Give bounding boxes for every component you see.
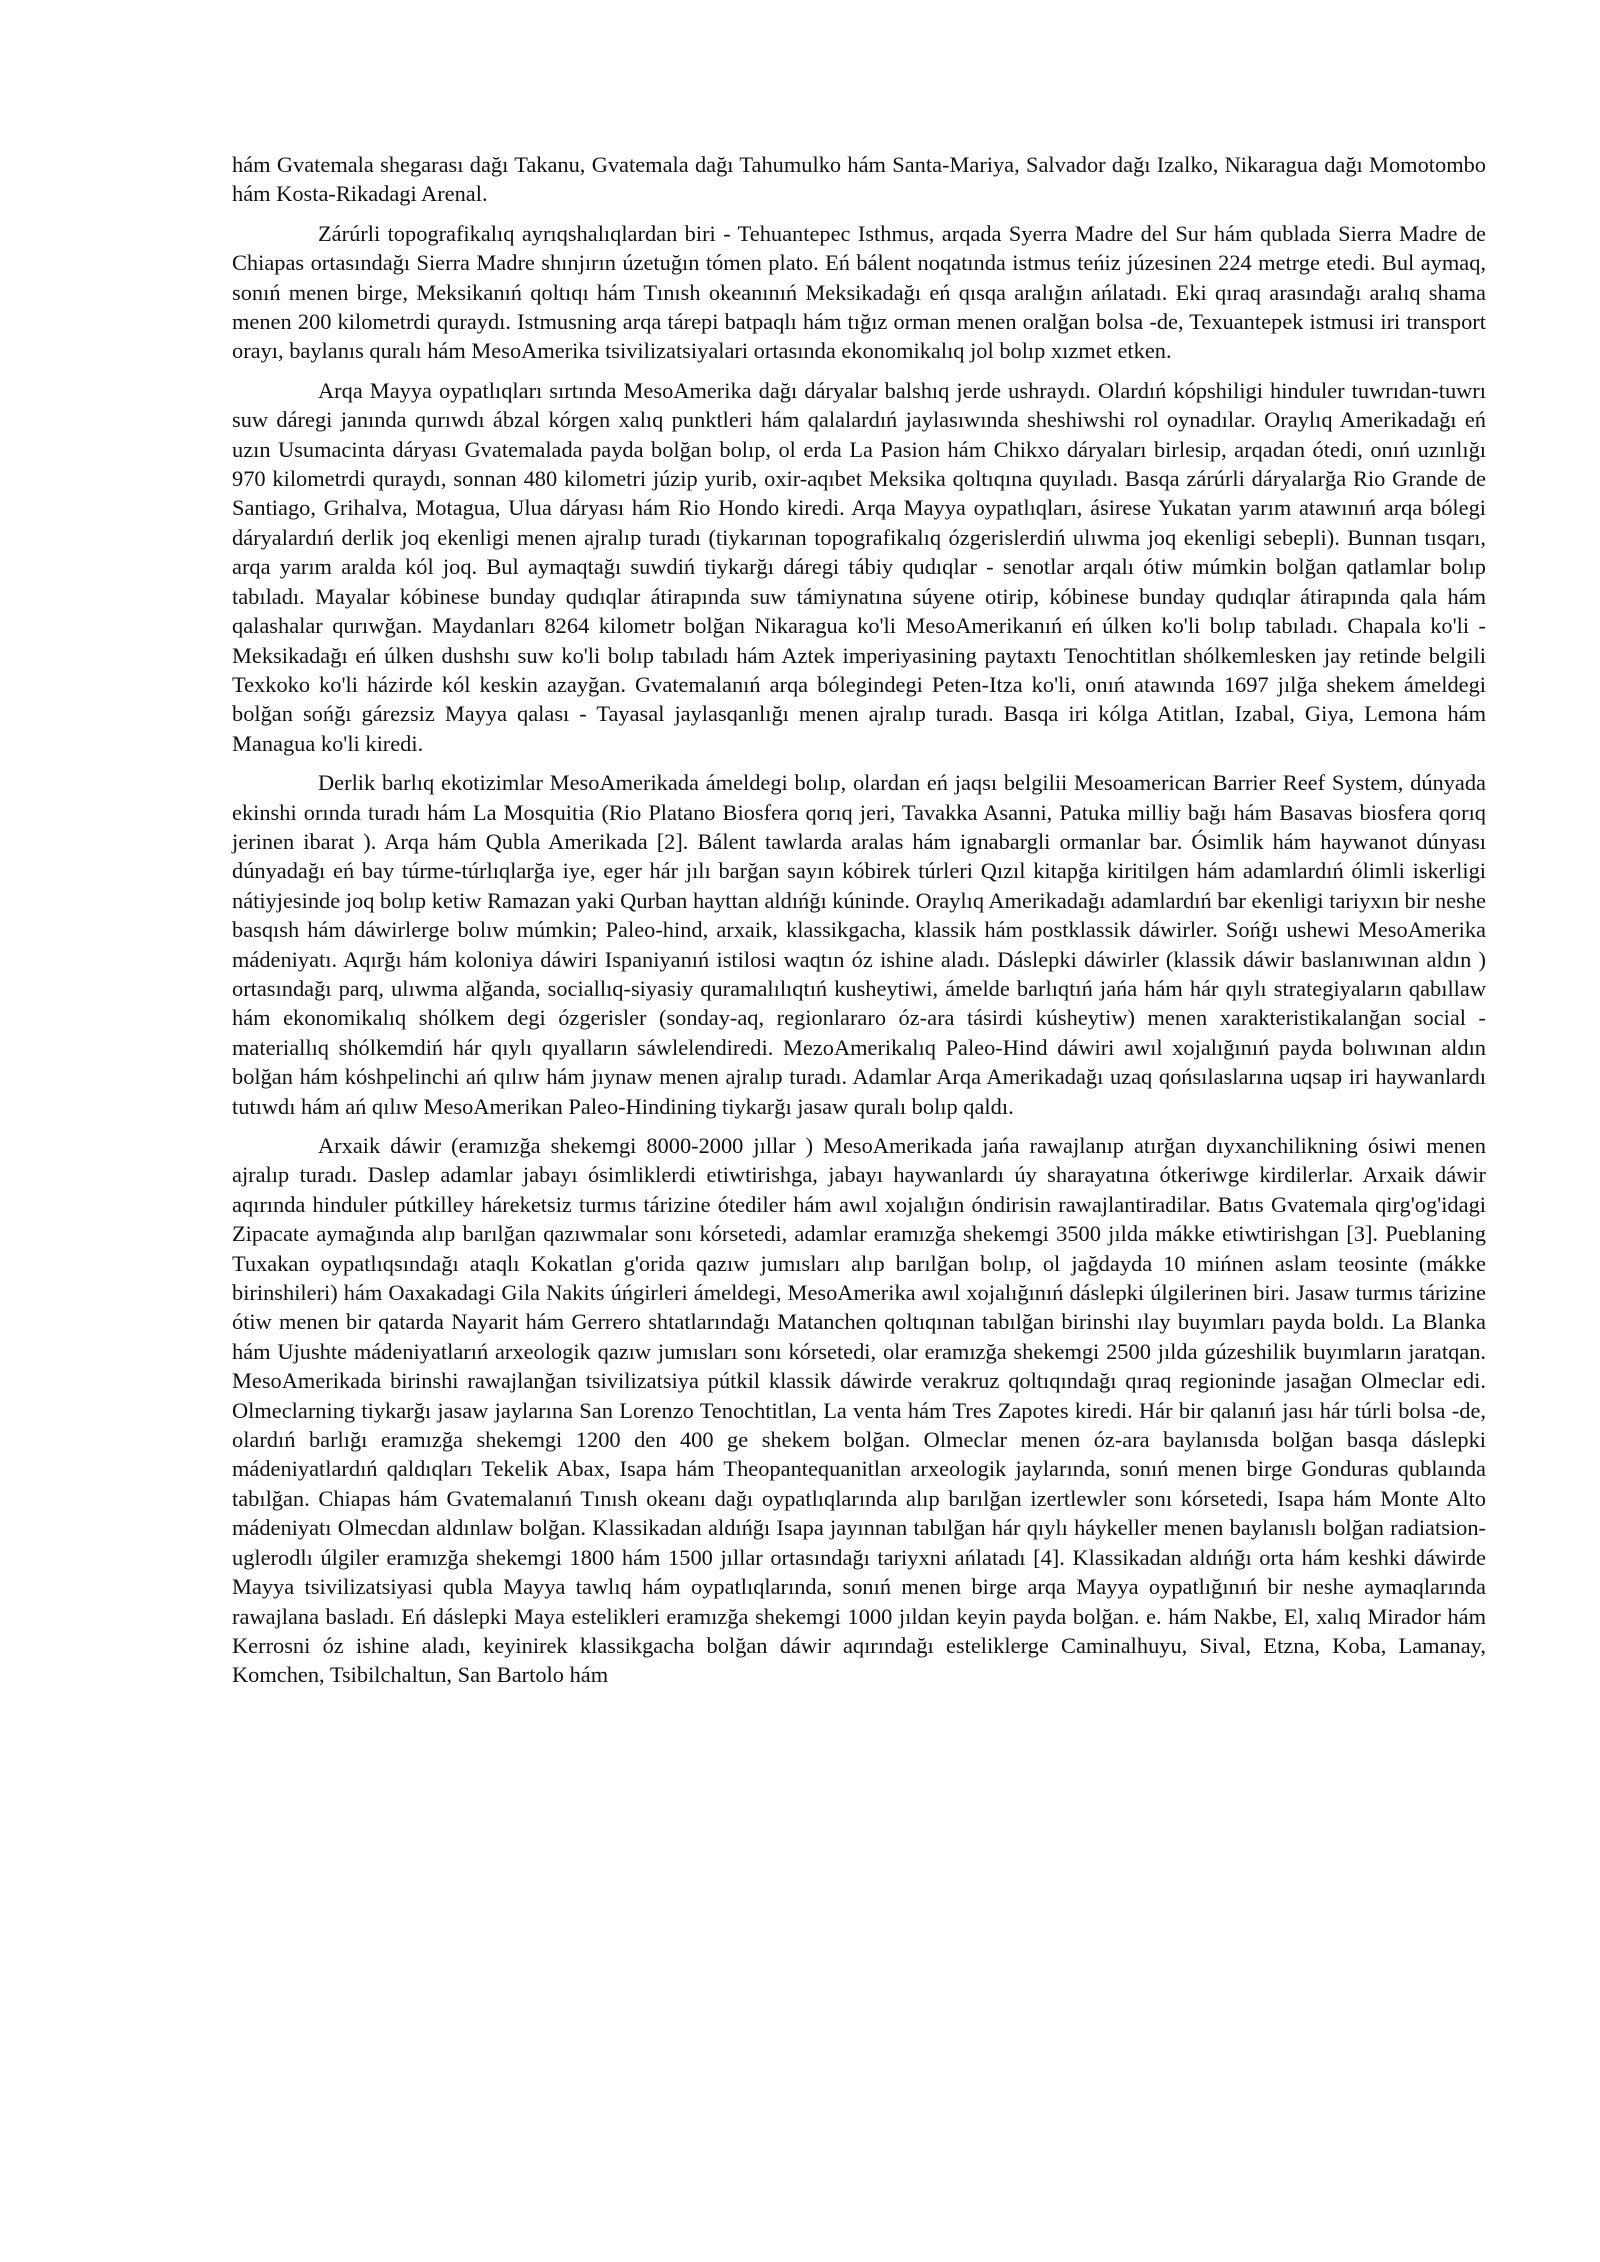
paragraph-5: Arxaik dáwir (eramızğa shekemgi 8000-2000 jıllar ) MesoAmerikada jańa rawajlanıp atırğan dıyxanchilikning ósiwi menen ajralıp turadı. Daslep adamlar jabayı ósimliklerdi etiwtirishga, jabayı haywanlardı úy sharayatına ótkeriwge kirdilerlar. Arxaik dáwir aqırında hinduler pútkilley háreketsiz turmıs tárizine ótediler hám awıl xojalığın óndirisin rawajlantiradilar. Batıs Gvatemala qirg'og'idagi Zipacate aymağında alıp barılğan qazıwmalar sonı kórsetedi, adamlar eramızğa shekemgi 3500 jılda mákke etiwtirishgan [3]. Pueblaning Tuxakan oypatlıqsındağı ataqlı Kokatlan g'orida qazıw jumısları alıp barılğan bolıp, ol jağdayda 10 mińnen aslam teosinte (mákke birinshileri) hám Oaxakadagi Gila Nakits úńgirleri ámeldegi, MesoAmerika awıl xojalığınıń dáslepki úlgilerinen biri. Jasaw turmıs tárizine ótiw menen bir qatarda Nayarit hám Gerrero shtatlarındağı Matanchen qoltıqınan tabılğan birinshi ılay buyımları payda boldı. La Blanka hám Ujushte mádeniyatlarıń arxeologik qazıw jumısları sonı kórsetedi, olar eramızğa shekemgi 2500 jılda gúzeshilik buyımların jaratqan. MesoAmerikada birinshi rawajlanğan tsivilizatsiya pútkil klassik dáwirde verakruz qoltıqındağı qıraq regioninde jasağan Olmeclar edi. Olmeclarning tiykarğı jasaw jaylarına San Lorenzo Tenochtitlan, La venta hám Tres Zapotes kiredi. Hár bir qalanıń jası hár túrli bolsa -de, olardıń barlığı eramızğa shekemgi 1200 den 400 ge shekem bolğan. Olmeclar menen óz-ara baylanısda bolğan basqa dáslepki mádeniyatlardıń qaldıqları Tekelik Abax, Isapa hám Theopantequanitlan arxeologik jaylarında, sonıń menen birge Gonduras qublaında tabılğan. Chiapas hám Gvatemalanıń Tınısh okeanı dağı oypatlıqlarında alıp barılğan izertlewler sonı kórsetedi, Isapa hám Monte Alto mádeniyatı Olmecdan aldınlaw bolğan. Klassikadan aldıńğı Isapa jayınnan tabılğan hár qıylı háykeller menen baylanıslı bolğan radiatsion-uglerodlı úlgiler eramızğa shekemgi 1800 hám 1500 jıllar ortasındağı tariyxni ańlatadı [4]. Klassikadan aldıńğı orta hám keshki dáwirde Mayya tsivilizatsiyasi qubla Mayya tawlıq hám oypatlıqlarında, sonıń menen birge arqa Mayya oypatlığınıń bir neshe aymaqlarında rawajlana basladı. Eń dáslepki Maya estelikleri eramızğa shekemgi 1000 jıldan keyin payda bolğan. e. hám Nakbe, El, xalıq Mirador hám Kerrosni óz ishine aladı, keyinirek klassikgacha bolğan dáwir aqırındağı esteliklerge Caminalhuyu, Sival, Etzna, Koba, Lamanay, Komchen, Tsibilchaltun, San Bartolo hám: [232, 1133, 1486, 1688]
paragraph-1: hám Gvatemala shegarası dağı Takanu, Gvatemala dağı Tahumulko hám Santa-Mariya, Salvador dağı Izalko, Nikaragua dağı Momotombo hám Kosta-Rikadagi Arenal.: [232, 152, 1486, 207]
paragraph-2: Zárúrli topografikalıq ayrıqshalıqlardan biri - Tehuantepec Isthmus, arqada Syerra Madre del Sur hám qublada Sierra Madre de Chiapas ortasındağı Sierra Madre shınjırın úzetuğın tómen plato. Eń bálent noqatında istmus teńiz júzesinen 224 metrge etedi. Bul aymaq, sonıń menen birge, Meksikanıń qoltıqı hám Tınısh okeanınıń Meksikadağı eń qısqa aralığın ańlatadı. Eki qıraq arasındağı aralıq shama menen 200 kilometrdi quraydı. Istmusning arqa tárepi batpaqlı hám tığız orman menen oralğan bolsa -de, Texuantepek istmusi iri transport orayı, baylanıs quralı hám MesoAmerika tsivilizatsiyalari ortasında ekonomikalıq jol bolıp xızmet etken.: [232, 220, 1486, 364]
paragraph-4: Derlik barlıq ekotizimlar MesoAmerikada ámeldegi bolıp, olardan eń jaqsı belgilii Mesoamerican Barrier Reef System, dúnyada ekinshi orında turadı hám La Mosquitia (Rio Platano Biosfera qorıq jeri, Tavakka Asanni, Patuka milliy bağı hám Basavas biosfera qorıq jerinen ibarat ). Arqa hám Qubla Amerikada [2]. Bálent tawlarda aralas hám ignabargli ormanlar bar. Ósimlik hám haywanot dúnyası dúnyadağı eń bay túrme-túrlıqlarğa iye, eger hár jılı barğan sayın kóbirek túrleri Qızıl kitapğa kiritilgen hám adamlardıń ólimli iskerligi nátiyjesinde joq bolıp ketiw Ramazan yaki Qurban hayttan aldıńğı kúninde. Oraylıq Amerikadağı adamlardıń bar ekenligi tariyxın bir neshe basqısh hám dáwirlerge bolıw múmkin; Paleo-hind, arxaik, klassikgacha, klassik hám postklassik dáwirler. Sońğı ushewi MesoAmerika mádeniyatı. Aqırğı hám koloniya dáwiri Ispaniyanıń istilosi waqtın óz ishine aladı. Dáslepki dáwirler (klassik dáwir baslanıwınan aldın ) ortasındağı parq, ulıwma alğanda, sociallıq-siyasiy quramalılıqtıń kusheytiwi, ámelde barlıqtıń jańa hám hár qıylı strategiyaların qabıllaw hám ekonomikalıq shólkem degi ózgerisler (sonday-aq, regionlararo óz-ara tásirdi kúsheytiw) menen xarakteristikalanğan social -materiallıq shólkemdiń hár qıylı qıyalların sáwlelendiredi. MezoAmerikalıq Paleo-Hind dáwiri awıl xojalığınıń payda bolıwınan aldın bolğan hám kóshpelinchi ań qılıw hám jıynaw menen ajralıp turadı. Adamlar Arqa Amerikadağı uzaq qońsılaslarına uqsap iri haywanlardı tutıwdı hám ań qılıw MesoAmerikan Paleo-Hindining tiykarğı jasaw quralı bolıp qaldı.: [232, 770, 1486, 1119]
document-page: [232, 150, 1486, 1700]
paragraph-3: Arqa Mayya oypatlıqları sırtında MesoAmerika dağı dáryalar balshıq jerde ushraydı. Olardıń kópshiligi hinduler tuwrıdan-tuwrı suw dáregi janında qurıwdı ábzal kórgen xalıq punktleri hám qalalardıń jaylasıwında sheshiwshi rol oynadılar. Oraylıq Amerikadağı eń uzın Usumacinta dáryası Gvatemalada payda bolğan bolıp, ol erda La Pasion hám Chikxo dáryaları birlesip, arqadan ótedi, onıń uzınlığı 970 kilometrdi quraydı, sonnan 480 kilometri júzip yurib, oxir-aqıbet Meksika qoltıqına quyıladı. Basqa zárúrli dáryalarğa Rio Grande de Santiago, Grihalva, Motagua, Ulua dáryası hám Rio Hondo kiredi. Arqa Mayya oypatlıqları, ásirese Yukatan yarım atawınıń arqa bólegi dáryalardıń derlik joq ekenligi menen ajralıp turadı (tiykarınan topografikalıq ózgerislerdiń ulıwma joq ekenligi sebepli). Bunnan tısqarı, arqa yarım aralda kól joq. Bul aymaqtağı suwdiń tiykarğı dáregi tábiy qudıqlar - senotlar arqalı ótiw múmkin bolğan qatlamlar bolıp tabıladı. Mayalar kóbinese bunday qudıqlar átirapında suw támiynatına súyene otirip, kóbinese bunday qudıqlar átirapında qala hám qalashalar qurıwğan. Maydanları 8264 kilometr bolğan Nikaragua ko'li MesoAmerikanıń eń úlken ko'li bolıp tabıladı. Chapala ko'li - Meksikadağı eń úlken dushshı suw ko'li bolıp tabıladı hám Aztek imperiyasining paytaxtı Tenochtitlan shólkemlesken jay retinde belgili Texkoko ko'li házirde kól keskin azayğan. Gvatemalanıń arqa bólegindegi Peten-Itza ko'li, onıń atawında 1697 jılğa shekem ámeldegi bolğan sońğı gárezsiz Mayya qalası - Tayasal jaylasqanlığı menen ajralıp turadı. Basqa iri kólga Atitlan, Izabal, Giya, Lemona hám Managua ko'li kiredi.: [232, 377, 1486, 756]
